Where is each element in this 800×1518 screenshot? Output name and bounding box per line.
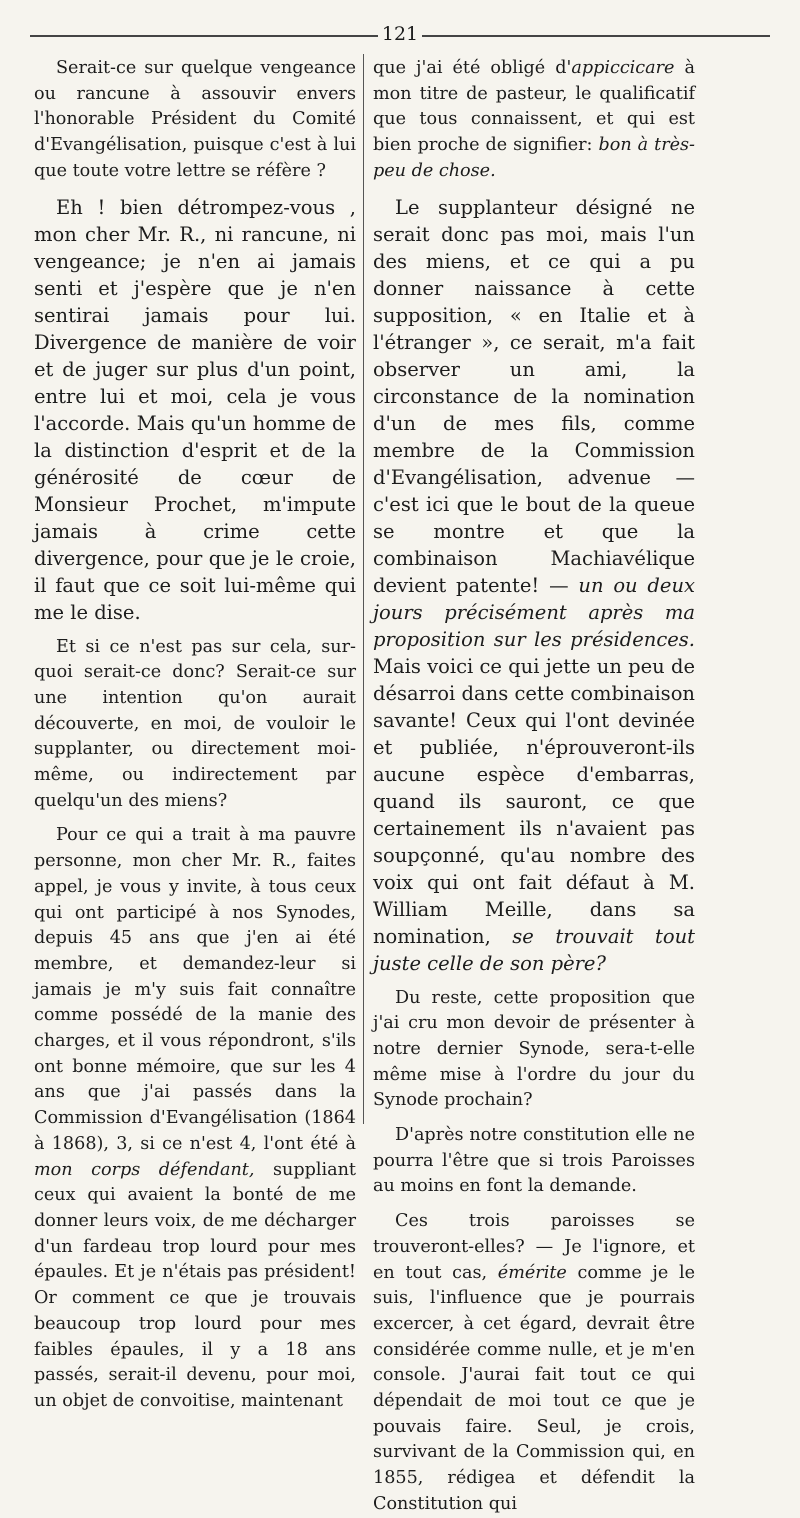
text-run: que j'ai été obligé d' [373, 58, 572, 78]
text-run: à mon titre de pasteur, le qualificatif que tous connaissent, et qui est bien proche de signifier: [373, 58, 695, 156]
italic-run: émérite [497, 1262, 567, 1283]
paragraph: Eh ! bien détrompez-vous , mon cher Mr. R., ni rancune, ni vengeance; je n'en ai jamais senti et j'espère que je n'en sentirai jamais pour lui. Divergence de manière de voir et de juger sur plus d'un point, entre lui et moi, cela je vous l'accorde. Mais qu'un homme de la distinction d'esprit et de la générosité de cœur de Monsieur Prochet, m'impute jamais à crime cette divergence, pour que je le croie, il faut que ce soit lui-même qui me le dise. [34, 195, 356, 624]
page-number: 121 [381, 23, 419, 45]
header-rule-right [422, 35, 770, 37]
paragraph: Du reste, cette proposition que j'ai cru mon devoir de présenter à notre dernier Synode, sera-t-elle même mise à l'ordre du jour du Synode prochain? [373, 987, 695, 1111]
italic-run: mon corps défendant, [34, 1159, 255, 1180]
header-rule-left [30, 35, 378, 37]
left-column [34, 56, 356, 1411]
paragraph: Serait-ce sur quelque vengeance ou rancune à assouvir envers l'honorable Président du Comité d'Evangélisation, puisque c'est à lui que toute votre lettre se réfère ? [34, 58, 356, 181]
text-run: Pour ce qui a trait à ma pauvre personne, mon cher Mr. R., faites appel, je vous y invite, à tous ceux qui ont participé à nos Synodes, depuis 45 ans que j'en ai été membre, et demandez-leur si jamais je m'y suis fait connaître comme possédé de la manie des charges, et il vous répondront, s'ils ont bonne mémoire, que sur les 4 ans que j'ai passés dans la Commission d'Evangélisation (1864 à 1868), 3, si ce n'est 4, l'ont été à [34, 825, 356, 1154]
text-run: Mais voici ce qui jette un peu de désarroi dans cette combinaison savante! Ceux qui l'ont devinée et publiée, n'éprouveront-ils aucune espèce d'embarras, quand ils sauront, ce que certainement ils n'avaient pas soupçonné, qu'au nombre des voix qui ont fait défaut à M. William Meille, dans sa nomination, [373, 654, 695, 948]
text-run: suppliant ceux qui avaient la bonté de me donner leurs voix, de me décharger d'un fardeau trop lourd pour mes épaules. Et je n'étais pas président! Or comment ce que je trouvais beaucoup trop lourd pour mes faibles épaules, il y a 18 ans passés, serait-il devenu, pour moi, un objet de convoitise, maintenant [34, 1159, 356, 1411]
italic-run: appiccicare [571, 58, 675, 78]
italic-run: bon à très-peu de chose. [373, 135, 695, 181]
paragraph: Et si ce n'est pas sur cela, sur-quoi serait-ce donc? Serait-ce sur une intention qu'on aurait découverte, en moi, de vouloir le supplanter, ou directement moi-même, ou indirectement par quelqu'un des miens? [34, 636, 356, 811]
paragraph: D'après notre constitution elle ne pourra l'être que si trois Paroisses au moins en font la demande. [373, 1125, 695, 1197]
text-run: Ces trois paroisses se trouveront-elles? — Je l'ignore, et en tout cas, [373, 1211, 695, 1283]
italic-run: se trouvait tout juste celle de son père? [373, 924, 695, 975]
right-column [373, 56, 695, 1514]
text-run: Le supplanteur désigné ne serait donc pas moi, mais l'un des miens, et ce qui a pu donner naissance à cette supposition, « en Italie et à l'étranger », ce serait, m'a fait observer un ami, la circonstance de la nomination d'un de mes fils, comme membre de la Commission d'Evangélisation, advenue — c'est ici que le bout de la queue se montre et que la combinaison Machiavélique devient patente! — [373, 195, 695, 597]
bleed-through [40, 1128, 760, 1144]
italic-run: un ou deux jours précisément après ma proposition sur les présidences. [373, 573, 695, 651]
paragraph [34, 823, 356, 1414]
paragraph [373, 1209, 695, 1517]
text-run: comme je le suis, l'influence que je pourrais excercer, à cet égard, devrait être considérée comme nulle, et je m'en console. J'aurai fait tout ce qui dépendait de moi tout ce que je pouvais faire. Seul, je crois, survivant de la Commission qui, en 1855, rédigea et défendit la Constitution qui [373, 1262, 695, 1514]
column-divider [363, 54, 364, 1124]
paragraph [373, 56, 695, 185]
paragraph [373, 194, 695, 977]
page-header [30, 22, 770, 46]
